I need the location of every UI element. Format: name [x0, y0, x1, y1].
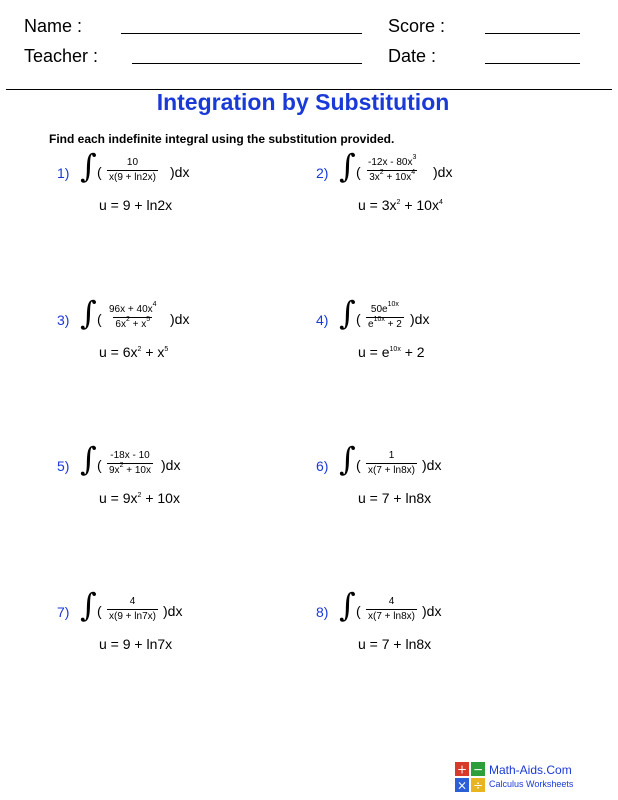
substitution: u = 7 + ln8x — [358, 490, 432, 506]
score-label: Score : — [388, 16, 446, 36]
numerator: 4 — [388, 596, 395, 607]
numerator: 10 — [126, 157, 139, 168]
score-field[interactable] — [485, 33, 580, 34]
denominator: $6x^2 + x^5$ — [113, 317, 152, 333]
dx-suffix: )dx — [422, 457, 442, 473]
date-label: Date : — [388, 46, 437, 66]
integral-symbol: ∫ — [339, 147, 356, 185]
dx-suffix: )dx — [422, 603, 442, 619]
problem-number: 7) — [57, 604, 70, 620]
dx-suffix: )dx — [410, 311, 430, 327]
date-field[interactable] — [485, 63, 580, 64]
problem-5 — [57, 440, 317, 508]
logo-divide: ÷ — [472, 778, 484, 792]
numerator: $50e^{10x}$ — [370, 301, 399, 315]
numerator: $96x + 40x^4$ — [109, 301, 157, 315]
problem-number: 2) — [316, 165, 329, 181]
problem-number: 1) — [57, 165, 70, 181]
math-aids-logo-icon — [455, 762, 485, 792]
problem-number: 6) — [316, 458, 329, 474]
logo-minus: − — [472, 762, 484, 777]
left-paren: ( — [356, 311, 361, 327]
teacher-label: Teacher : — [24, 46, 99, 66]
left-paren: ( — [97, 311, 102, 327]
problem-number: 5) — [57, 458, 70, 474]
left-paren: ( — [97, 457, 102, 473]
problem-number: 4) — [316, 312, 329, 328]
integral-symbol: ∫ — [80, 147, 97, 185]
problem-3 — [57, 294, 317, 362]
denominator: x(7 + ln8x) — [366, 609, 417, 625]
left-paren: ( — [356, 164, 361, 180]
problem-number: 3) — [57, 312, 70, 328]
numerator: 4 — [129, 596, 136, 607]
name-label: Name : — [24, 16, 83, 36]
substitution: $u = e^{10x} + 2$ — [358, 344, 425, 360]
numerator: 1 — [388, 450, 395, 461]
integral-symbol: ∫ — [339, 586, 356, 624]
numerator: $-12x - 80x^3$ — [368, 154, 417, 168]
substitution: $u = 9x^2 + 10x$ — [99, 490, 180, 506]
dx-suffix: )dx — [170, 164, 190, 180]
substitution: u = 9 + ln7x — [99, 636, 173, 652]
substitution: u = 7 + ln8x — [358, 636, 432, 652]
substitution: $u = 6x^2 + x^5$ — [99, 344, 169, 360]
substitution: u = 9 + ln2x — [99, 197, 173, 213]
dx-suffix: )dx — [433, 164, 453, 180]
dx-suffix: )dx — [161, 457, 181, 473]
dx-suffix: )dx — [170, 311, 190, 327]
denominator: x(9 + ln7x) — [107, 609, 158, 625]
fraction — [107, 448, 153, 479]
problem-4 — [316, 294, 576, 362]
fraction — [366, 155, 418, 186]
instructions: Find each indefinite integral using the substitution provided. — [49, 132, 395, 146]
teacher-field[interactable] — [132, 63, 362, 64]
left-paren: ( — [356, 603, 361, 619]
denominator: $e^{10x} + 2$ — [366, 317, 404, 333]
left-paren: ( — [356, 457, 361, 473]
problem-8 — [316, 586, 576, 654]
denominator: $3x^2 + 10x^4$ — [367, 170, 417, 186]
fraction — [107, 594, 158, 625]
integral-symbol: ∫ — [80, 294, 97, 332]
denominator: x(9 + ln2x) — [107, 170, 158, 186]
fraction — [366, 448, 417, 479]
integral-symbol: ∫ — [80, 440, 97, 478]
integral-symbol: ∫ — [339, 440, 356, 478]
fraction — [366, 302, 404, 333]
substitution: $u = 3x^2 + 10x^4$ — [358, 197, 443, 213]
logo-plus: + — [456, 762, 468, 777]
logo-times: × — [456, 778, 468, 792]
left-paren: ( — [97, 164, 102, 180]
left-paren: ( — [97, 603, 102, 619]
problem-1 — [57, 147, 317, 215]
denominator: $9x^2 + 10x$ — [107, 463, 153, 479]
fraction — [366, 594, 417, 625]
integral-symbol: ∫ — [80, 586, 97, 624]
problem-number: 8) — [316, 604, 329, 620]
fraction — [107, 302, 159, 333]
fraction — [107, 155, 158, 186]
brand-subtitle: Calculus Worksheets — [489, 779, 574, 789]
integral-symbol: ∫ — [339, 294, 356, 332]
denominator: x(7 + ln8x) — [366, 463, 417, 479]
problem-2 — [316, 147, 576, 215]
numerator: -18x - 10 — [110, 450, 150, 461]
problem-7 — [57, 586, 317, 654]
name-field[interactable] — [121, 33, 362, 34]
problem-6 — [316, 440, 576, 508]
dx-suffix: )dx — [163, 603, 183, 619]
page-title: Integration by Substitution — [156, 89, 450, 115]
brand-name: Math-Aids.Com — [489, 763, 572, 777]
